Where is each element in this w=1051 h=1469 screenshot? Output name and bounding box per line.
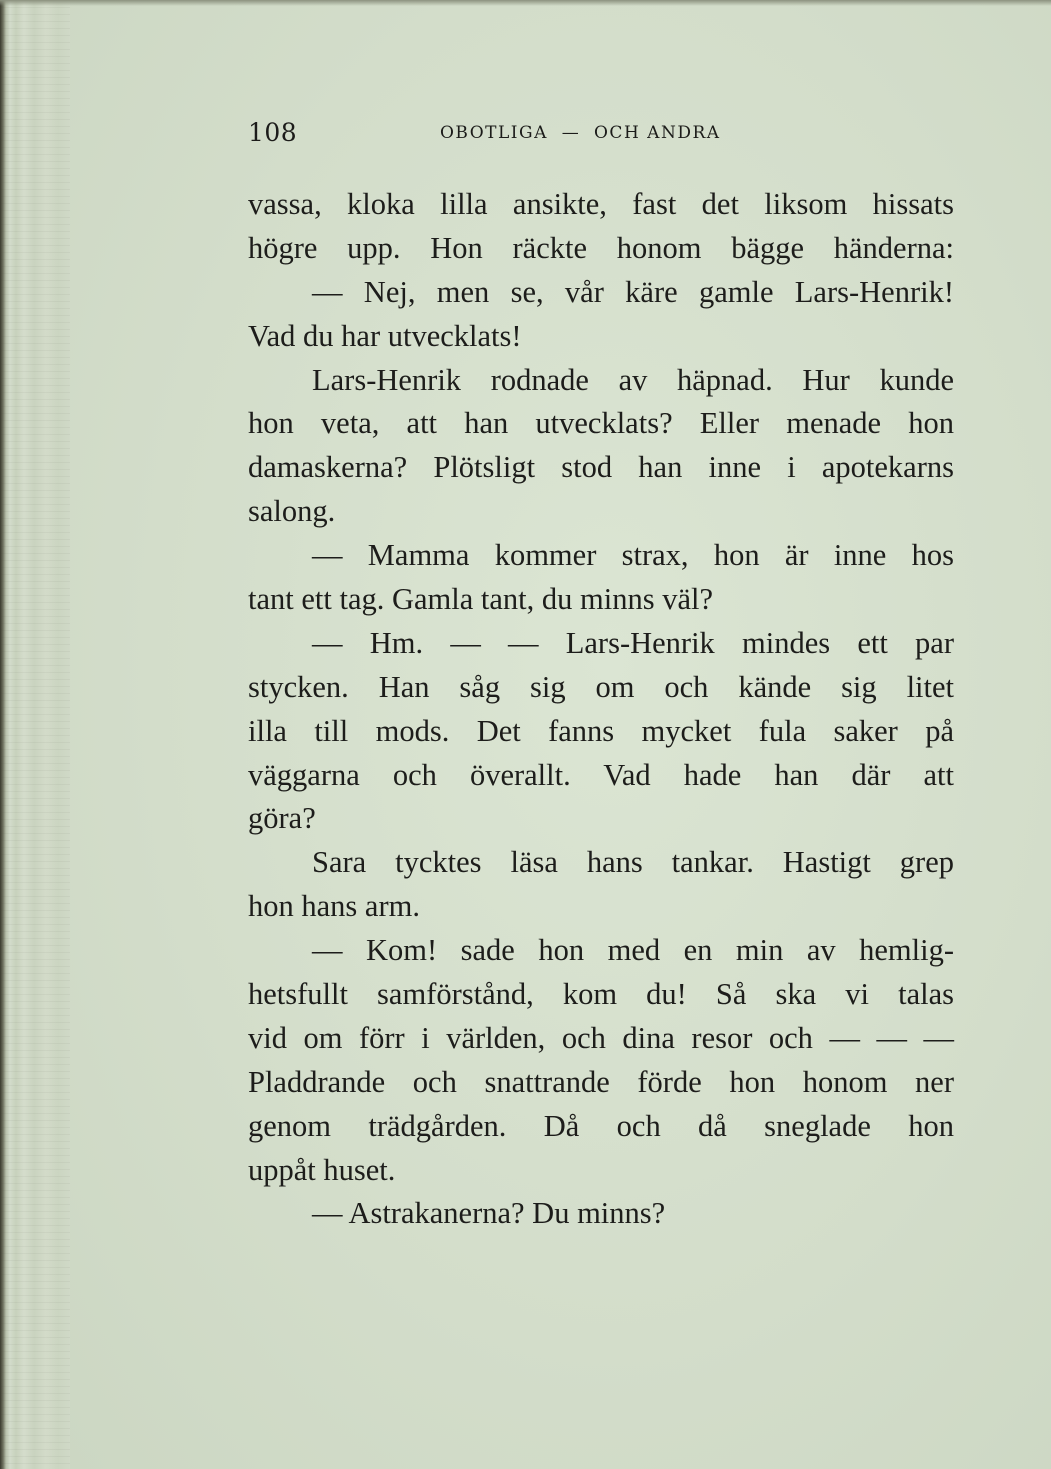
text-line: väggarna och överallt. Vad hade han där att — [248, 757, 954, 792]
text-line: genom trädgården. Då och då sneglade hon — [248, 1108, 954, 1143]
text-line: — Nej, men se, vår käre gamle Lars-Henrik! — [312, 274, 954, 309]
body-text — [248, 183, 954, 1236]
text-line: vassa, kloka lilla ansikte, fast det liksom hissats — [248, 187, 954, 221]
text-line: hon veta, att han utvecklats? Eller menade hon — [248, 406, 954, 441]
text-line: hon hans arm. — [248, 889, 420, 924]
text-line: damaskerna? Plötsligt stod han inne i apotekarns — [248, 450, 954, 485]
text-line: illa till mods. Det fanns mycket fula saker på — [248, 713, 954, 748]
text-line: vid om förr i världen, och dina resor och — — — — [248, 1020, 954, 1055]
text-line: Sara tycktes läsa hans tankar. Hastigt grep — [312, 845, 954, 880]
text-line: — Kom! sade hon med en min av hemlig- — [312, 933, 954, 968]
text-line: tant ett tag. Gamla tant, du minns väl? — [248, 582, 714, 617]
page-number: 108 — [248, 118, 298, 147]
text-line: salong. — [248, 494, 336, 529]
text-line: högre upp. Hon räckte honom bägge händerna: — [248, 230, 954, 265]
text-line: stycken. Han såg sig om och kände sig litet — [248, 669, 954, 704]
running-title: OBOTLIGA — OCH ANDRA — [440, 123, 721, 143]
text-line: hetsfullt samförstånd, kom du! Så ska vi talas — [248, 977, 954, 1012]
text-line: Pladdrande och snattrande förde hon honom ner — [248, 1064, 954, 1099]
text-line: — Astrakanerna? Du minns? — [312, 1196, 666, 1231]
text-line: Vad du har utvecklats! — [248, 318, 522, 353]
text-line: — Hm. — — Lars-Henrik mindes ett par — [312, 625, 954, 660]
running-head — [248, 118, 758, 152]
text-line: — Mamma kommer strax, hon är inne hos — [312, 538, 954, 573]
text-line: göra? — [248, 801, 316, 836]
text-line: Lars-Henrik rodnade av häpnad. Hur kunde — [312, 362, 954, 397]
top-shadow — [0, 0, 1051, 6]
text-line: uppåt huset. — [248, 1152, 396, 1187]
page-stack-edge — [0, 0, 70, 1469]
